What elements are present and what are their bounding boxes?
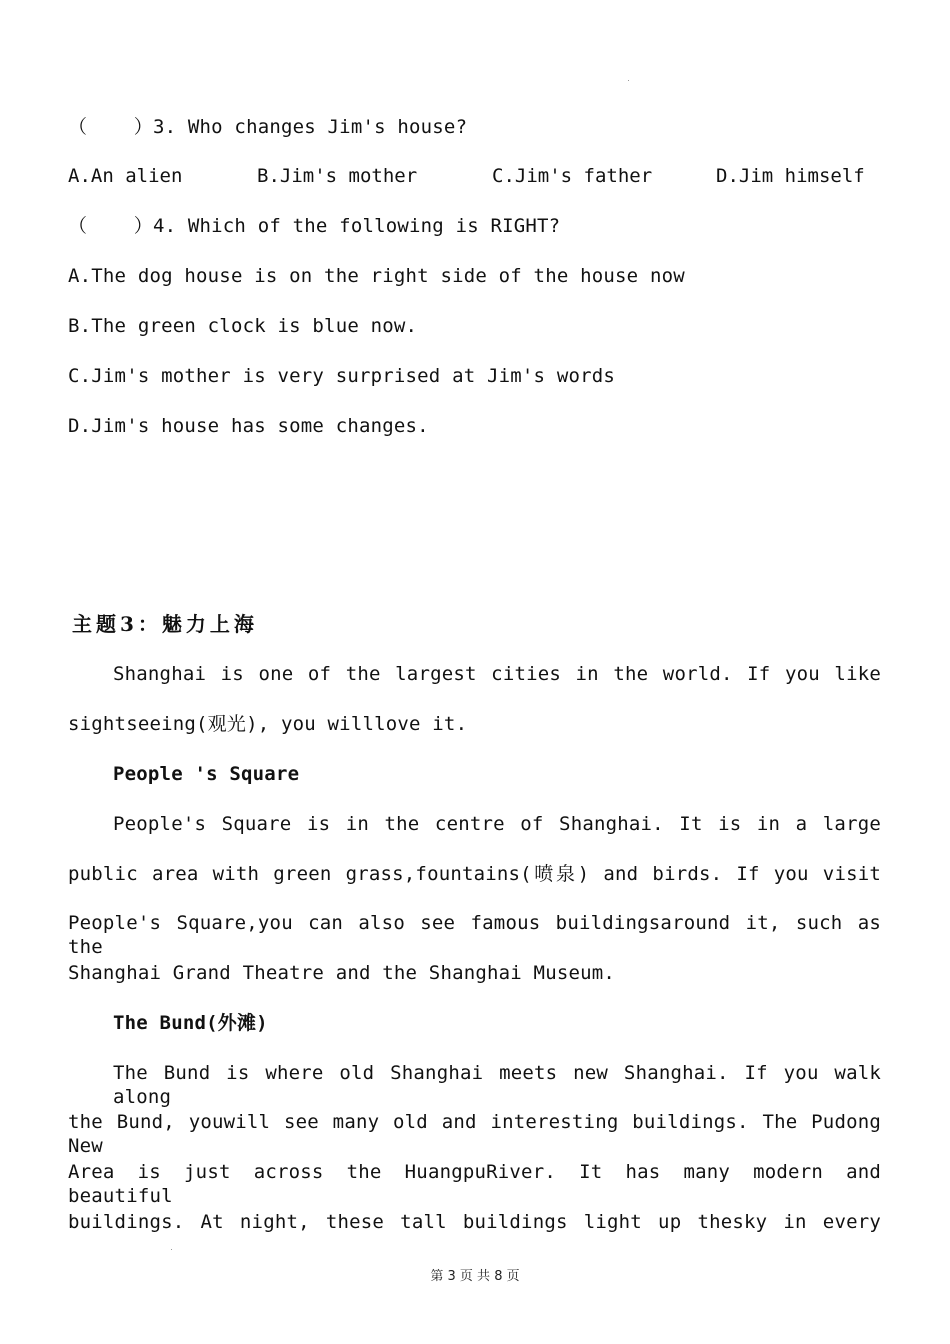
the-bund-line-1: The Bund is where old Shanghai meets new Shanghai. If you walk along xyxy=(113,1062,881,1108)
question-4-stem: （ ）4. Which of the following is RIGHT? xyxy=(68,215,561,237)
the-bund-line-3: Area is just across the HuangpuRiver. It has many modern and beautiful xyxy=(68,1161,881,1207)
peoples-square-line-2: public area with green grass,fountains(喷泉) and birds. If you visit xyxy=(68,863,881,885)
topic-heading: 主题3：魅力上海 xyxy=(72,612,258,636)
page-footer: 第 3 页 共 8 页 xyxy=(430,1269,520,1284)
section-title-the-bund: The Bund(外滩) xyxy=(113,1012,268,1034)
question-3-options xyxy=(0,164,950,188)
question-3-option-d: D.Jim himself xyxy=(716,165,865,187)
question-4-option-d: D.Jim's house has some changes. xyxy=(68,415,429,437)
section-title-peoples-square: People 's Square xyxy=(113,763,300,785)
the-bund-line-2: the Bund, youwill see many old and interesting buildings. The Pudong New xyxy=(68,1111,881,1157)
scan-speck xyxy=(628,80,629,81)
the-bund-line-4: buildings. At night, these tall buildings light up thesky in every xyxy=(68,1211,881,1233)
question-3-option-c: C.Jim's father xyxy=(492,165,653,187)
peoples-square-line-1: People's Square is in the centre of Shanghai. It is in a large xyxy=(113,813,881,835)
question-4-option-b: B.The green clock is blue now. xyxy=(68,315,418,337)
peoples-square-line-4: Shanghai Grand Theatre and the Shanghai Museum. xyxy=(68,962,616,984)
intro-line-1: Shanghai is one of the largest cities in the world. If you like xyxy=(113,663,881,685)
peoples-square-line-3: People's Square,you can also see famous buildingsaround it, such as the xyxy=(68,912,881,958)
question-4-option-a: A.The dog house is on the right side of the house now xyxy=(68,265,685,287)
question-3-option-a: A.An alien xyxy=(68,165,183,187)
question-4-option-c: C.Jim's mother is very surprised at Jim's words xyxy=(68,365,616,387)
intro-line-2: sightseeing(观光), you willlove it. xyxy=(68,713,468,735)
question-3-option-b: B.Jim's mother xyxy=(257,165,418,187)
scan-speck xyxy=(171,1249,172,1250)
question-3-stem: （ ）3. Who changes Jim's house? xyxy=(68,116,468,138)
